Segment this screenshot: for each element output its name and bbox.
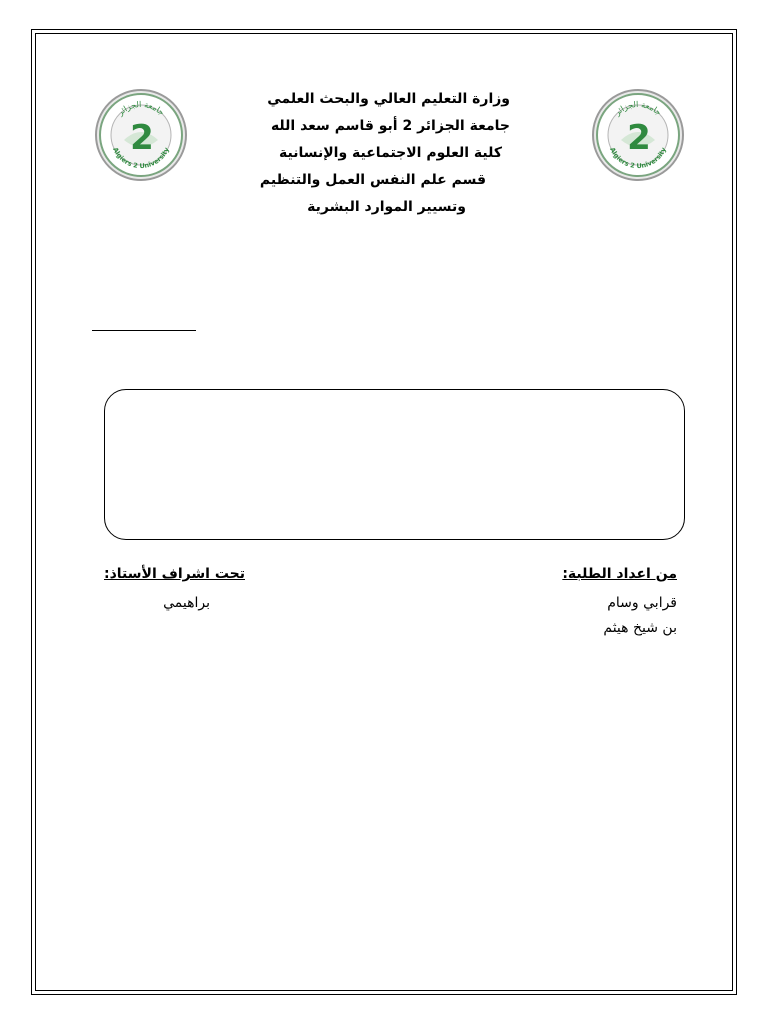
supervisor-name: براهيمي	[163, 595, 210, 611]
logo-bottom-text: Algiers 2 University	[111, 146, 171, 171]
ministry-line: وزارة التعليم العالي والبحث العلمي	[267, 91, 510, 107]
logo-arc-text: جامعة الجزائر	[115, 99, 167, 118]
students-section	[562, 566, 677, 636]
student-name: بن شيخ هيثم	[603, 620, 677, 636]
department-line: قسم علم النفس العمل والتنظيم	[259, 172, 486, 188]
supervisor-heading: تحت اشراف الأستاذ:	[104, 566, 245, 582]
logo-bottom-text: Algiers 2 University	[608, 146, 668, 171]
short-divider-line	[92, 330, 196, 331]
logo-mark: 2	[627, 118, 651, 158]
institution-header	[200, 86, 510, 221]
logo-mark: 2	[130, 118, 154, 158]
student-name: قرابي وسام	[607, 595, 677, 611]
students-heading: من اعداد الطلبة:	[562, 566, 677, 582]
title-box	[104, 389, 685, 540]
supervisor-section	[100, 566, 245, 611]
university-line: جامعة الجزائر 2 أبو قاسم سعد الله	[270, 118, 510, 134]
logo-arc-text: جامعة الجزائر	[612, 99, 664, 118]
university-logo-left	[94, 88, 188, 182]
faculty-line: كلية العلوم الاجتماعية والإنسانية	[279, 145, 502, 161]
university-logo-right	[591, 88, 685, 182]
department-line-2: وتسيير الموارد البشرية	[307, 199, 466, 215]
